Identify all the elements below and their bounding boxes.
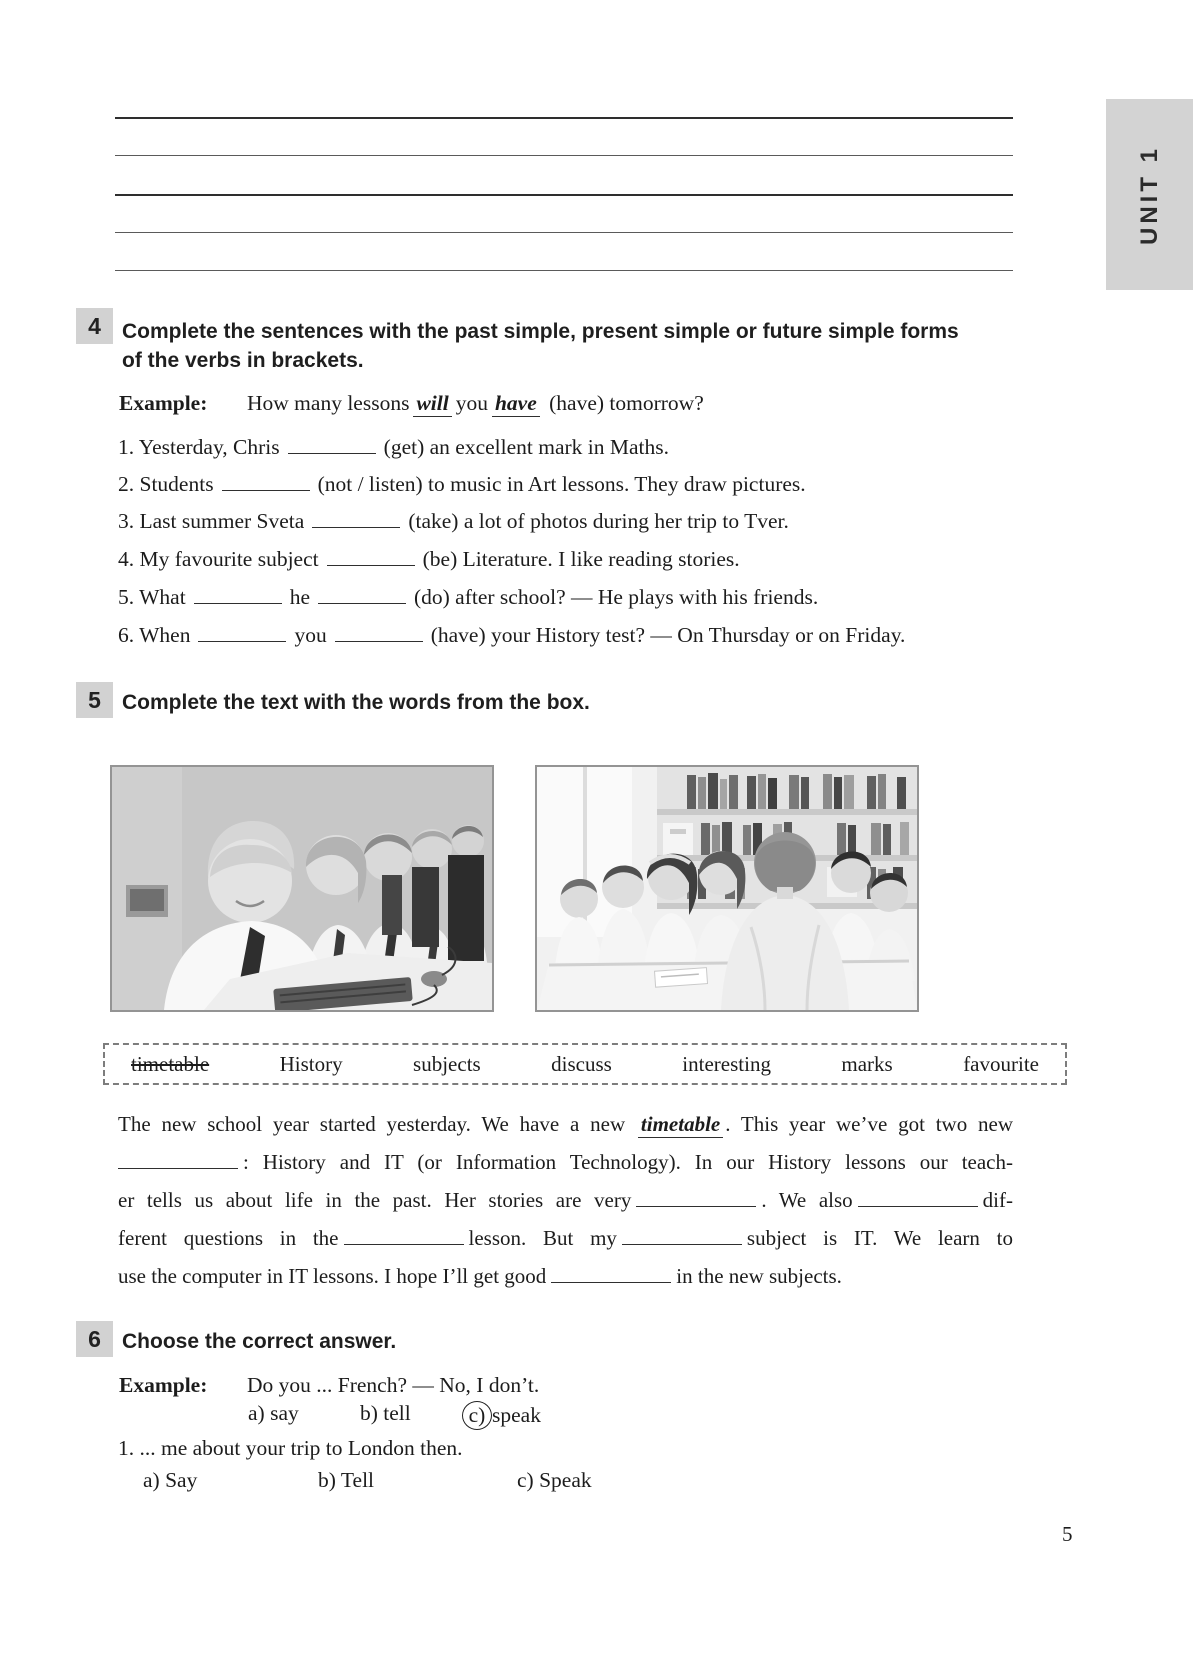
exercise5-title: Complete the text with the words from the box. <box>122 691 590 714</box>
item-number: 3. <box>118 509 135 533</box>
word-box-word: History <box>279 1051 343 1076</box>
exercise5-number-box: 5 <box>76 682 113 718</box>
photo-computer-class <box>110 765 494 1012</box>
exercise6-example-options <box>119 1401 1019 1429</box>
unit-tab-label: UNIT 1 <box>1135 144 1163 245</box>
item-text: you <box>294 623 327 647</box>
example-answer-2: have <box>492 391 540 417</box>
unit-tab <box>1106 99 1193 290</box>
answer-blank <box>327 565 415 566</box>
answer-blank <box>118 1168 238 1169</box>
answer-blank <box>636 1206 756 1207</box>
photo-library-group <box>535 765 919 1012</box>
option-b: b) Tell <box>318 1468 375 1492</box>
answer-blank <box>344 1244 464 1245</box>
paragraph-line: ferent questions in the lesson. But my subject is IT. We learn to <box>118 1226 1013 1250</box>
example-label: Example: <box>119 1373 208 1397</box>
item-text: (have) your History test? — On Thursday or on Friday. <box>430 623 906 647</box>
exercise6-number-box: 6 <box>76 1321 113 1357</box>
item-text: Yesterday, Chris <box>138 435 280 459</box>
answer-blank <box>312 527 400 528</box>
paragraph-line: use the computer in IT lessons. I hope I’ll get good in the new subjects. <box>118 1264 842 1288</box>
sentence-item <box>118 471 1016 497</box>
paragraph-line: : History and IT (or Information Technology). In our History lessons our teach- <box>118 1143 1013 1181</box>
item-number: 1. <box>118 1436 135 1460</box>
item-text: (get) an excellent mark in Maths. <box>383 435 670 459</box>
answer-blank <box>551 1282 671 1283</box>
exercise4-title <box>122 317 1022 375</box>
example-question: Do you ... French? — No, I don’t. <box>247 1373 540 1397</box>
answer-blank <box>222 490 310 491</box>
item-text: ... me about your trip to London then. <box>139 1436 463 1460</box>
writing-line <box>115 232 1013 233</box>
sentence-item <box>118 434 1016 460</box>
item-text: Students <box>139 472 214 496</box>
answer-blank <box>198 641 286 642</box>
writing-line <box>115 270 1013 271</box>
answer-blank <box>318 603 406 604</box>
item-text: he <box>289 585 310 609</box>
item-number: 6. <box>118 623 135 647</box>
circled-answer-c: c) <box>462 1401 492 1430</box>
item-text: (take) a lot of photos during her trip to Tver. <box>408 509 789 533</box>
sentence-item <box>118 622 1016 648</box>
word-box-word: marks <box>841 1051 893 1076</box>
word-box-word: favourite <box>963 1051 1039 1076</box>
sentence-item <box>118 584 1016 610</box>
exercise4-title-line1: Complete the sentences with the past simple, present simple or future simple forms <box>122 320 959 343</box>
filled-answer: timetable <box>638 1112 723 1138</box>
answer-blank <box>194 603 282 604</box>
word-box-word: interesting <box>682 1051 771 1076</box>
answer-blank <box>335 641 423 642</box>
exercise6-title: Choose the correct answer. <box>122 1330 397 1353</box>
answer-blank <box>622 1244 742 1245</box>
paragraph-line: The new school year started yesterday. We have a new timetable . This year we’ve got two new <box>118 1112 1013 1136</box>
exercise4-example <box>119 390 1017 416</box>
word-box-struck-word: timetable <box>131 1051 210 1076</box>
item-number: 2. <box>118 472 135 496</box>
example-text-pre: How many lessons <box>247 391 410 415</box>
example-label: Example: <box>119 391 208 415</box>
item-text: (not / listen) to music in Art lessons. They draw pictures. <box>317 472 806 496</box>
sentence-item <box>118 546 1016 572</box>
example-text-post: (have) tomorrow? <box>549 391 704 415</box>
item-text: (be) Literature. I like reading stories. <box>422 547 740 571</box>
word-box <box>103 1043 1067 1085</box>
word-box-word: discuss <box>551 1051 612 1076</box>
example-answer-1: will <box>413 391 451 417</box>
item-number: 4. <box>118 547 135 571</box>
item-text: Last summer Sveta <box>139 509 305 533</box>
option-b: b) tell <box>360 1401 411 1425</box>
exercise4-title-line2: of the verbs in brackets. <box>122 349 364 372</box>
option-c: c) Speak <box>517 1468 592 1492</box>
writing-line <box>115 194 1013 196</box>
item-text: My favourite subject <box>139 547 319 571</box>
writing-line <box>115 117 1013 119</box>
exercise4-number-box: 4 <box>76 308 113 344</box>
paragraph-line: er tells us about life in the past. Her stories are very . We also dif- <box>118 1188 1013 1212</box>
computer-class-illustration <box>112 767 492 1010</box>
page-number: 5 <box>1062 1522 1073 1546</box>
exercise6-item1-options <box>118 1468 1018 1496</box>
example-text-mid: you <box>455 391 488 415</box>
item-number: 1. <box>118 435 135 459</box>
item-number: 5. <box>118 585 135 609</box>
option-a: a) say <box>248 1401 299 1425</box>
item-text: When <box>139 623 191 647</box>
option-a: a) Say <box>143 1468 198 1492</box>
gap-fill-paragraph <box>118 1105 1013 1295</box>
exercise6-example <box>119 1372 1017 1398</box>
writing-line <box>115 155 1013 156</box>
sentence-item <box>118 508 1016 534</box>
library-group-illustration <box>537 767 917 1010</box>
item-text: What <box>139 585 186 609</box>
answer-blank <box>858 1206 978 1207</box>
exercise6-item1 <box>118 1435 1016 1461</box>
item-text: (do) after school? — He plays with his friends. <box>413 585 819 609</box>
word-box-word: subjects <box>413 1051 481 1076</box>
option-c: c) speak <box>462 1401 541 1430</box>
answer-blank <box>288 453 376 454</box>
